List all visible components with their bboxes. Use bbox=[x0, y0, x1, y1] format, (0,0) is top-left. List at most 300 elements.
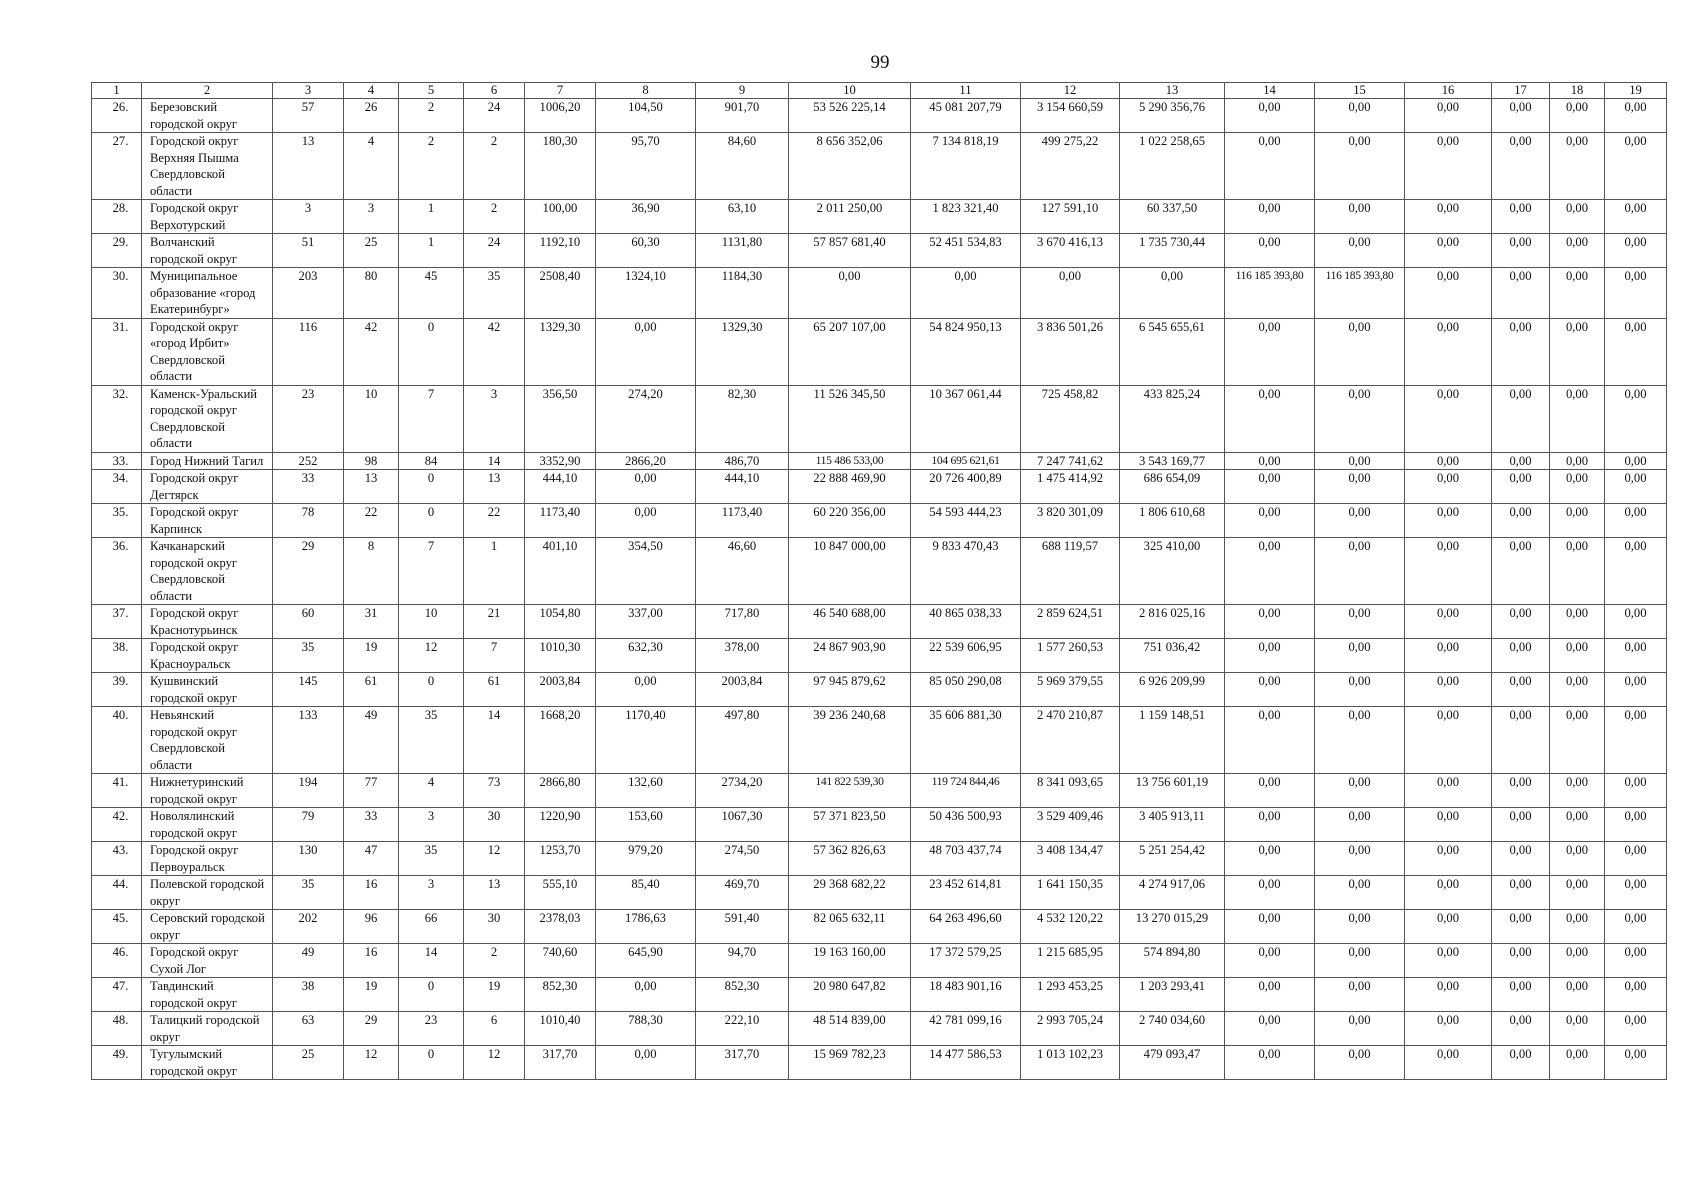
value-cell-col-7: 1220,90 bbox=[525, 808, 596, 842]
value-cell-col-6: 1 bbox=[464, 538, 525, 605]
value-cell-col-10: 19 163 160,00 bbox=[789, 944, 911, 978]
value-cell-col-12: 3 670 416,13 bbox=[1021, 234, 1120, 268]
value-cell-col-12: 1 293 453,25 bbox=[1021, 978, 1120, 1012]
value-cell-col-17: 0,00 bbox=[1492, 385, 1550, 452]
table-row bbox=[92, 1046, 1667, 1080]
value-cell-col-17: 0,00 bbox=[1492, 707, 1550, 774]
value-cell-col-7: 100,00 bbox=[525, 200, 596, 234]
value-cell-col-14: 0,00 bbox=[1225, 452, 1315, 470]
value-cell-col-18: 0,00 bbox=[1550, 944, 1605, 978]
value-cell-col-4: 13 bbox=[344, 470, 399, 504]
value-cell-col-9: 94,70 bbox=[696, 944, 789, 978]
table-row bbox=[92, 234, 1667, 268]
row-number: 30. bbox=[92, 268, 142, 319]
value-cell-col-10: 46 540 688,00 bbox=[789, 605, 911, 639]
value-cell-col-9: 852,30 bbox=[696, 978, 789, 1012]
value-cell-col-6: 12 bbox=[464, 1046, 525, 1080]
value-cell-col-12: 725 458,82 bbox=[1021, 385, 1120, 452]
value-cell-col-8: 85,40 bbox=[596, 876, 696, 910]
value-cell-col-5: 66 bbox=[399, 910, 464, 944]
value-cell-col-17: 0,00 bbox=[1492, 774, 1550, 808]
value-cell-col-12: 2 470 210,87 bbox=[1021, 707, 1120, 774]
value-cell-col-14: 0,00 bbox=[1225, 538, 1315, 605]
value-cell-col-13: 1 203 293,41 bbox=[1120, 978, 1225, 1012]
value-cell-col-12: 1 215 685,95 bbox=[1021, 944, 1120, 978]
value-cell-col-16: 0,00 bbox=[1405, 774, 1492, 808]
value-cell-col-6: 30 bbox=[464, 808, 525, 842]
data-table bbox=[91, 82, 1667, 1080]
value-cell-col-15: 0,00 bbox=[1315, 842, 1405, 876]
value-cell-col-18: 0,00 bbox=[1550, 268, 1605, 319]
value-cell-col-19: 0,00 bbox=[1605, 842, 1667, 876]
value-cell-col-7: 2378,03 bbox=[525, 910, 596, 944]
value-cell-col-3: 35 bbox=[273, 876, 344, 910]
value-cell-col-6: 3 bbox=[464, 385, 525, 452]
value-cell-col-11: 119 724 844,46 bbox=[911, 774, 1021, 808]
value-cell-col-8: 0,00 bbox=[596, 673, 696, 707]
value-cell-col-16: 0,00 bbox=[1405, 639, 1492, 673]
table-header bbox=[92, 83, 1667, 99]
value-cell-col-15: 0,00 bbox=[1315, 538, 1405, 605]
value-cell-col-10: 24 867 903,90 bbox=[789, 639, 911, 673]
header-cell-19: 19 bbox=[1605, 83, 1667, 99]
municipality-name: Кушвинский городской округ bbox=[142, 673, 273, 707]
value-cell-col-5: 0 bbox=[399, 978, 464, 1012]
table-row bbox=[92, 842, 1667, 876]
value-cell-col-11: 20 726 400,89 bbox=[911, 470, 1021, 504]
value-cell-col-3: 203 bbox=[273, 268, 344, 319]
row-number: 45. bbox=[92, 910, 142, 944]
value-cell-col-13: 5 290 356,76 bbox=[1120, 99, 1225, 133]
value-cell-col-16: 0,00 bbox=[1405, 605, 1492, 639]
table-row bbox=[92, 808, 1667, 842]
value-cell-col-4: 16 bbox=[344, 876, 399, 910]
value-cell-col-16: 0,00 bbox=[1405, 99, 1492, 133]
value-cell-col-9: 222,10 bbox=[696, 1012, 789, 1046]
value-cell-col-3: 49 bbox=[273, 944, 344, 978]
table-row bbox=[92, 774, 1667, 808]
header-row bbox=[92, 83, 1667, 99]
municipality-name: Городской округ Сухой Лог bbox=[142, 944, 273, 978]
value-cell-col-3: 145 bbox=[273, 673, 344, 707]
value-cell-col-3: 78 bbox=[273, 504, 344, 538]
municipality-name: Город Нижний Тагил bbox=[142, 452, 273, 470]
value-cell-col-13: 6 545 655,61 bbox=[1120, 318, 1225, 385]
table-row bbox=[92, 1012, 1667, 1046]
value-cell-col-11: 18 483 901,16 bbox=[911, 978, 1021, 1012]
value-cell-col-17: 0,00 bbox=[1492, 1046, 1550, 1080]
value-cell-col-16: 0,00 bbox=[1405, 200, 1492, 234]
value-cell-col-14: 0,00 bbox=[1225, 504, 1315, 538]
value-cell-col-16: 0,00 bbox=[1405, 910, 1492, 944]
value-cell-col-17: 0,00 bbox=[1492, 470, 1550, 504]
value-cell-col-6: 12 bbox=[464, 842, 525, 876]
value-cell-col-16: 0,00 bbox=[1405, 268, 1492, 319]
row-number: 42. bbox=[92, 808, 142, 842]
value-cell-col-4: 80 bbox=[344, 268, 399, 319]
value-cell-col-17: 0,00 bbox=[1492, 842, 1550, 876]
value-cell-col-12: 0,00 bbox=[1021, 268, 1120, 319]
value-cell-col-4: 19 bbox=[344, 978, 399, 1012]
value-cell-col-17: 0,00 bbox=[1492, 808, 1550, 842]
value-cell-col-7: 555,10 bbox=[525, 876, 596, 910]
value-cell-col-5: 14 bbox=[399, 944, 464, 978]
table-row bbox=[92, 673, 1667, 707]
header-cell-1: 1 bbox=[92, 83, 142, 99]
value-cell-col-13: 3 543 169,77 bbox=[1120, 452, 1225, 470]
row-number: 34. bbox=[92, 470, 142, 504]
value-cell-col-13: 2 816 025,16 bbox=[1120, 605, 1225, 639]
header-cell-7: 7 bbox=[525, 83, 596, 99]
value-cell-col-9: 901,70 bbox=[696, 99, 789, 133]
value-cell-col-4: 29 bbox=[344, 1012, 399, 1046]
value-cell-col-14: 0,00 bbox=[1225, 605, 1315, 639]
value-cell-col-7: 1010,30 bbox=[525, 639, 596, 673]
value-cell-col-18: 0,00 bbox=[1550, 200, 1605, 234]
value-cell-col-8: 274,20 bbox=[596, 385, 696, 452]
value-cell-col-8: 1786,63 bbox=[596, 910, 696, 944]
value-cell-col-14: 116 185 393,80 bbox=[1225, 268, 1315, 319]
value-cell-col-7: 2866,80 bbox=[525, 774, 596, 808]
value-cell-col-11: 22 539 606,95 bbox=[911, 639, 1021, 673]
municipality-name: Городской округ Карпинск bbox=[142, 504, 273, 538]
value-cell-col-17: 0,00 bbox=[1492, 318, 1550, 385]
value-cell-col-3: 29 bbox=[273, 538, 344, 605]
value-cell-col-19: 0,00 bbox=[1605, 808, 1667, 842]
value-cell-col-7: 401,10 bbox=[525, 538, 596, 605]
municipality-name: Тугулымский городской округ bbox=[142, 1046, 273, 1080]
value-cell-col-12: 3 408 134,47 bbox=[1021, 842, 1120, 876]
value-cell-col-12: 1 641 150,35 bbox=[1021, 876, 1120, 910]
value-cell-col-10: 57 371 823,50 bbox=[789, 808, 911, 842]
value-cell-col-15: 0,00 bbox=[1315, 1046, 1405, 1080]
value-cell-col-7: 1010,40 bbox=[525, 1012, 596, 1046]
value-cell-col-19: 0,00 bbox=[1605, 876, 1667, 910]
row-number: 44. bbox=[92, 876, 142, 910]
value-cell-col-14: 0,00 bbox=[1225, 876, 1315, 910]
value-cell-col-9: 378,00 bbox=[696, 639, 789, 673]
header-cell-11: 11 bbox=[911, 83, 1021, 99]
row-number: 28. bbox=[92, 200, 142, 234]
value-cell-col-6: 30 bbox=[464, 910, 525, 944]
value-cell-col-11: 54 824 950,13 bbox=[911, 318, 1021, 385]
value-cell-col-9: 497,80 bbox=[696, 707, 789, 774]
municipality-name: Полевской городской округ bbox=[142, 876, 273, 910]
value-cell-col-17: 0,00 bbox=[1492, 133, 1550, 200]
value-cell-col-17: 0,00 bbox=[1492, 504, 1550, 538]
value-cell-col-19: 0,00 bbox=[1605, 774, 1667, 808]
value-cell-col-4: 8 bbox=[344, 538, 399, 605]
value-cell-col-14: 0,00 bbox=[1225, 944, 1315, 978]
value-cell-col-4: 77 bbox=[344, 774, 399, 808]
value-cell-col-4: 10 bbox=[344, 385, 399, 452]
value-cell-col-6: 14 bbox=[464, 707, 525, 774]
value-cell-col-18: 0,00 bbox=[1550, 504, 1605, 538]
value-cell-col-12: 5 969 379,55 bbox=[1021, 673, 1120, 707]
value-cell-col-3: 202 bbox=[273, 910, 344, 944]
row-number: 48. bbox=[92, 1012, 142, 1046]
table-row bbox=[92, 910, 1667, 944]
value-cell-col-5: 35 bbox=[399, 842, 464, 876]
value-cell-col-17: 0,00 bbox=[1492, 452, 1550, 470]
value-cell-col-18: 0,00 bbox=[1550, 910, 1605, 944]
value-cell-col-11: 0,00 bbox=[911, 268, 1021, 319]
value-cell-col-10: 82 065 632,11 bbox=[789, 910, 911, 944]
table-body bbox=[92, 99, 1667, 1080]
value-cell-col-4: 33 bbox=[344, 808, 399, 842]
header-cell-16: 16 bbox=[1405, 83, 1492, 99]
value-cell-col-14: 0,00 bbox=[1225, 808, 1315, 842]
value-cell-col-3: 194 bbox=[273, 774, 344, 808]
value-cell-col-19: 0,00 bbox=[1605, 1012, 1667, 1046]
value-cell-col-14: 0,00 bbox=[1225, 200, 1315, 234]
value-cell-col-13: 0,00 bbox=[1120, 268, 1225, 319]
value-cell-col-5: 3 bbox=[399, 876, 464, 910]
value-cell-col-19: 0,00 bbox=[1605, 504, 1667, 538]
header-cell-13: 13 bbox=[1120, 83, 1225, 99]
value-cell-col-19: 0,00 bbox=[1605, 99, 1667, 133]
value-cell-col-3: 133 bbox=[273, 707, 344, 774]
value-cell-col-10: 57 362 826,63 bbox=[789, 842, 911, 876]
value-cell-col-13: 751 036,42 bbox=[1120, 639, 1225, 673]
value-cell-col-7: 356,50 bbox=[525, 385, 596, 452]
value-cell-col-9: 46,60 bbox=[696, 538, 789, 605]
value-cell-col-11: 64 263 496,60 bbox=[911, 910, 1021, 944]
value-cell-col-8: 979,20 bbox=[596, 842, 696, 876]
value-cell-col-5: 0 bbox=[399, 504, 464, 538]
value-cell-col-11: 48 703 437,74 bbox=[911, 842, 1021, 876]
value-cell-col-4: 12 bbox=[344, 1046, 399, 1080]
value-cell-col-15: 0,00 bbox=[1315, 876, 1405, 910]
table-row bbox=[92, 978, 1667, 1012]
value-cell-col-9: 1067,30 bbox=[696, 808, 789, 842]
value-cell-col-8: 354,50 bbox=[596, 538, 696, 605]
value-cell-col-3: 51 bbox=[273, 234, 344, 268]
value-cell-col-19: 0,00 bbox=[1605, 605, 1667, 639]
value-cell-col-11: 54 593 444,23 bbox=[911, 504, 1021, 538]
value-cell-col-10: 53 526 225,14 bbox=[789, 99, 911, 133]
value-cell-col-12: 127 591,10 bbox=[1021, 200, 1120, 234]
value-cell-col-3: 38 bbox=[273, 978, 344, 1012]
value-cell-col-6: 24 bbox=[464, 99, 525, 133]
value-cell-col-17: 0,00 bbox=[1492, 876, 1550, 910]
value-cell-col-11: 23 452 614,81 bbox=[911, 876, 1021, 910]
value-cell-col-9: 82,30 bbox=[696, 385, 789, 452]
value-cell-col-13: 2 740 034,60 bbox=[1120, 1012, 1225, 1046]
value-cell-col-6: 42 bbox=[464, 318, 525, 385]
table-row bbox=[92, 639, 1667, 673]
value-cell-col-8: 0,00 bbox=[596, 504, 696, 538]
value-cell-col-5: 0 bbox=[399, 673, 464, 707]
value-cell-col-3: 57 bbox=[273, 99, 344, 133]
municipality-name: Городской округ Первоуральск bbox=[142, 842, 273, 876]
value-cell-col-15: 0,00 bbox=[1315, 944, 1405, 978]
table-row bbox=[92, 470, 1667, 504]
row-number: 46. bbox=[92, 944, 142, 978]
value-cell-col-8: 104,50 bbox=[596, 99, 696, 133]
value-cell-col-12: 7 247 741,62 bbox=[1021, 452, 1120, 470]
header-cell-9: 9 bbox=[696, 83, 789, 99]
table-row bbox=[92, 385, 1667, 452]
value-cell-col-7: 317,70 bbox=[525, 1046, 596, 1080]
value-cell-col-11: 7 134 818,19 bbox=[911, 133, 1021, 200]
value-cell-col-8: 632,30 bbox=[596, 639, 696, 673]
table-row bbox=[92, 99, 1667, 133]
table-row bbox=[92, 605, 1667, 639]
value-cell-col-14: 0,00 bbox=[1225, 842, 1315, 876]
value-cell-col-9: 63,10 bbox=[696, 200, 789, 234]
table-row bbox=[92, 452, 1667, 470]
value-cell-col-3: 63 bbox=[273, 1012, 344, 1046]
municipality-name: Городской округ Дегтярск bbox=[142, 470, 273, 504]
value-cell-col-6: 13 bbox=[464, 876, 525, 910]
value-cell-col-5: 0 bbox=[399, 318, 464, 385]
value-cell-col-15: 0,00 bbox=[1315, 385, 1405, 452]
value-cell-col-8: 645,90 bbox=[596, 944, 696, 978]
value-cell-col-9: 2003,84 bbox=[696, 673, 789, 707]
value-cell-col-13: 1 735 730,44 bbox=[1120, 234, 1225, 268]
value-cell-col-9: 84,60 bbox=[696, 133, 789, 200]
value-cell-col-6: 35 bbox=[464, 268, 525, 319]
value-cell-col-4: 26 bbox=[344, 99, 399, 133]
value-cell-col-6: 2 bbox=[464, 200, 525, 234]
row-number: 31. bbox=[92, 318, 142, 385]
value-cell-col-11: 35 606 881,30 bbox=[911, 707, 1021, 774]
value-cell-col-13: 479 093,47 bbox=[1120, 1046, 1225, 1080]
value-cell-col-7: 444,10 bbox=[525, 470, 596, 504]
value-cell-col-6: 73 bbox=[464, 774, 525, 808]
value-cell-col-3: 23 bbox=[273, 385, 344, 452]
value-cell-col-13: 13 756 601,19 bbox=[1120, 774, 1225, 808]
value-cell-col-13: 433 825,24 bbox=[1120, 385, 1225, 452]
value-cell-col-11: 1 823 321,40 bbox=[911, 200, 1021, 234]
value-cell-col-15: 0,00 bbox=[1315, 808, 1405, 842]
value-cell-col-14: 0,00 bbox=[1225, 470, 1315, 504]
value-cell-col-14: 0,00 bbox=[1225, 133, 1315, 200]
value-cell-col-12: 3 820 301,09 bbox=[1021, 504, 1120, 538]
value-cell-col-15: 0,00 bbox=[1315, 452, 1405, 470]
row-number: 32. bbox=[92, 385, 142, 452]
value-cell-col-19: 0,00 bbox=[1605, 385, 1667, 452]
row-number: 49. bbox=[92, 1046, 142, 1080]
value-cell-col-4: 4 bbox=[344, 133, 399, 200]
header-cell-3: 3 bbox=[273, 83, 344, 99]
value-cell-col-9: 1131,80 bbox=[696, 234, 789, 268]
value-cell-col-16: 0,00 bbox=[1405, 234, 1492, 268]
value-cell-col-8: 0,00 bbox=[596, 1046, 696, 1080]
value-cell-col-6: 19 bbox=[464, 978, 525, 1012]
value-cell-col-17: 0,00 bbox=[1492, 944, 1550, 978]
value-cell-col-16: 0,00 bbox=[1405, 470, 1492, 504]
header-cell-10: 10 bbox=[789, 83, 911, 99]
value-cell-col-4: 19 bbox=[344, 639, 399, 673]
value-cell-col-17: 0,00 bbox=[1492, 910, 1550, 944]
value-cell-col-7: 3352,90 bbox=[525, 452, 596, 470]
value-cell-col-9: 317,70 bbox=[696, 1046, 789, 1080]
value-cell-col-18: 0,00 bbox=[1550, 385, 1605, 452]
value-cell-col-17: 0,00 bbox=[1492, 605, 1550, 639]
municipality-name: Городской округ Красноуральск bbox=[142, 639, 273, 673]
municipality-name: Городской округ Верхняя Пышма Свердловской области bbox=[142, 133, 273, 200]
row-number: 36. bbox=[92, 538, 142, 605]
value-cell-col-8: 788,30 bbox=[596, 1012, 696, 1046]
table-row bbox=[92, 133, 1667, 200]
value-cell-col-11: 42 781 099,16 bbox=[911, 1012, 1021, 1046]
value-cell-col-7: 2508,40 bbox=[525, 268, 596, 319]
value-cell-col-12: 4 532 120,22 bbox=[1021, 910, 1120, 944]
value-cell-col-13: 4 274 917,06 bbox=[1120, 876, 1225, 910]
municipality-name: Тавдинский городской округ bbox=[142, 978, 273, 1012]
value-cell-col-10: 115 486 533,00 bbox=[789, 452, 911, 470]
value-cell-col-15: 0,00 bbox=[1315, 639, 1405, 673]
table-row bbox=[92, 876, 1667, 910]
value-cell-col-18: 0,00 bbox=[1550, 876, 1605, 910]
value-cell-col-19: 0,00 bbox=[1605, 200, 1667, 234]
value-cell-col-7: 1668,20 bbox=[525, 707, 596, 774]
value-cell-col-10: 2 011 250,00 bbox=[789, 200, 911, 234]
value-cell-col-16: 0,00 bbox=[1405, 504, 1492, 538]
value-cell-col-15: 0,00 bbox=[1315, 470, 1405, 504]
value-cell-col-4: 96 bbox=[344, 910, 399, 944]
value-cell-col-5: 23 bbox=[399, 1012, 464, 1046]
value-cell-col-19: 0,00 bbox=[1605, 1046, 1667, 1080]
value-cell-col-18: 0,00 bbox=[1550, 605, 1605, 639]
municipality-name: Невьянский городской округ Свердловской области bbox=[142, 707, 273, 774]
value-cell-col-3: 25 bbox=[273, 1046, 344, 1080]
value-cell-col-17: 0,00 bbox=[1492, 234, 1550, 268]
municipality-name: Серовский городской округ bbox=[142, 910, 273, 944]
value-cell-col-16: 0,00 bbox=[1405, 318, 1492, 385]
value-cell-col-6: 2 bbox=[464, 944, 525, 978]
value-cell-col-8: 1324,10 bbox=[596, 268, 696, 319]
value-cell-col-18: 0,00 bbox=[1550, 774, 1605, 808]
municipality-name: Новолялинский городской округ bbox=[142, 808, 273, 842]
value-cell-col-7: 2003,84 bbox=[525, 673, 596, 707]
value-cell-col-16: 0,00 bbox=[1405, 452, 1492, 470]
row-number: 39. bbox=[92, 673, 142, 707]
header-cell-18: 18 bbox=[1550, 83, 1605, 99]
value-cell-col-5: 7 bbox=[399, 538, 464, 605]
municipality-name: Городской округ «город Ирбит» Свердловской области bbox=[142, 318, 273, 385]
value-cell-col-15: 0,00 bbox=[1315, 234, 1405, 268]
value-cell-col-3: 130 bbox=[273, 842, 344, 876]
header-cell-4: 4 bbox=[344, 83, 399, 99]
value-cell-col-3: 79 bbox=[273, 808, 344, 842]
value-cell-col-14: 0,00 bbox=[1225, 1046, 1315, 1080]
value-cell-col-18: 0,00 bbox=[1550, 842, 1605, 876]
value-cell-col-6: 24 bbox=[464, 234, 525, 268]
value-cell-col-14: 0,00 bbox=[1225, 673, 1315, 707]
value-cell-col-14: 0,00 bbox=[1225, 385, 1315, 452]
value-cell-col-4: 16 bbox=[344, 944, 399, 978]
value-cell-col-15: 0,00 bbox=[1315, 318, 1405, 385]
value-cell-col-8: 0,00 bbox=[596, 978, 696, 1012]
value-cell-col-19: 0,00 bbox=[1605, 944, 1667, 978]
municipality-name: Талицкий городской округ bbox=[142, 1012, 273, 1046]
value-cell-col-14: 0,00 bbox=[1225, 234, 1315, 268]
value-cell-col-12: 2 859 624,51 bbox=[1021, 605, 1120, 639]
value-cell-col-6: 13 bbox=[464, 470, 525, 504]
value-cell-col-12: 688 119,57 bbox=[1021, 538, 1120, 605]
header-cell-12: 12 bbox=[1021, 83, 1120, 99]
value-cell-col-17: 0,00 bbox=[1492, 978, 1550, 1012]
municipality-name: Волчанский городской округ bbox=[142, 234, 273, 268]
value-cell-col-13: 325 410,00 bbox=[1120, 538, 1225, 605]
value-cell-col-6: 2 bbox=[464, 133, 525, 200]
value-cell-col-7: 1173,40 bbox=[525, 504, 596, 538]
value-cell-col-8: 153,60 bbox=[596, 808, 696, 842]
value-cell-col-15: 0,00 bbox=[1315, 707, 1405, 774]
